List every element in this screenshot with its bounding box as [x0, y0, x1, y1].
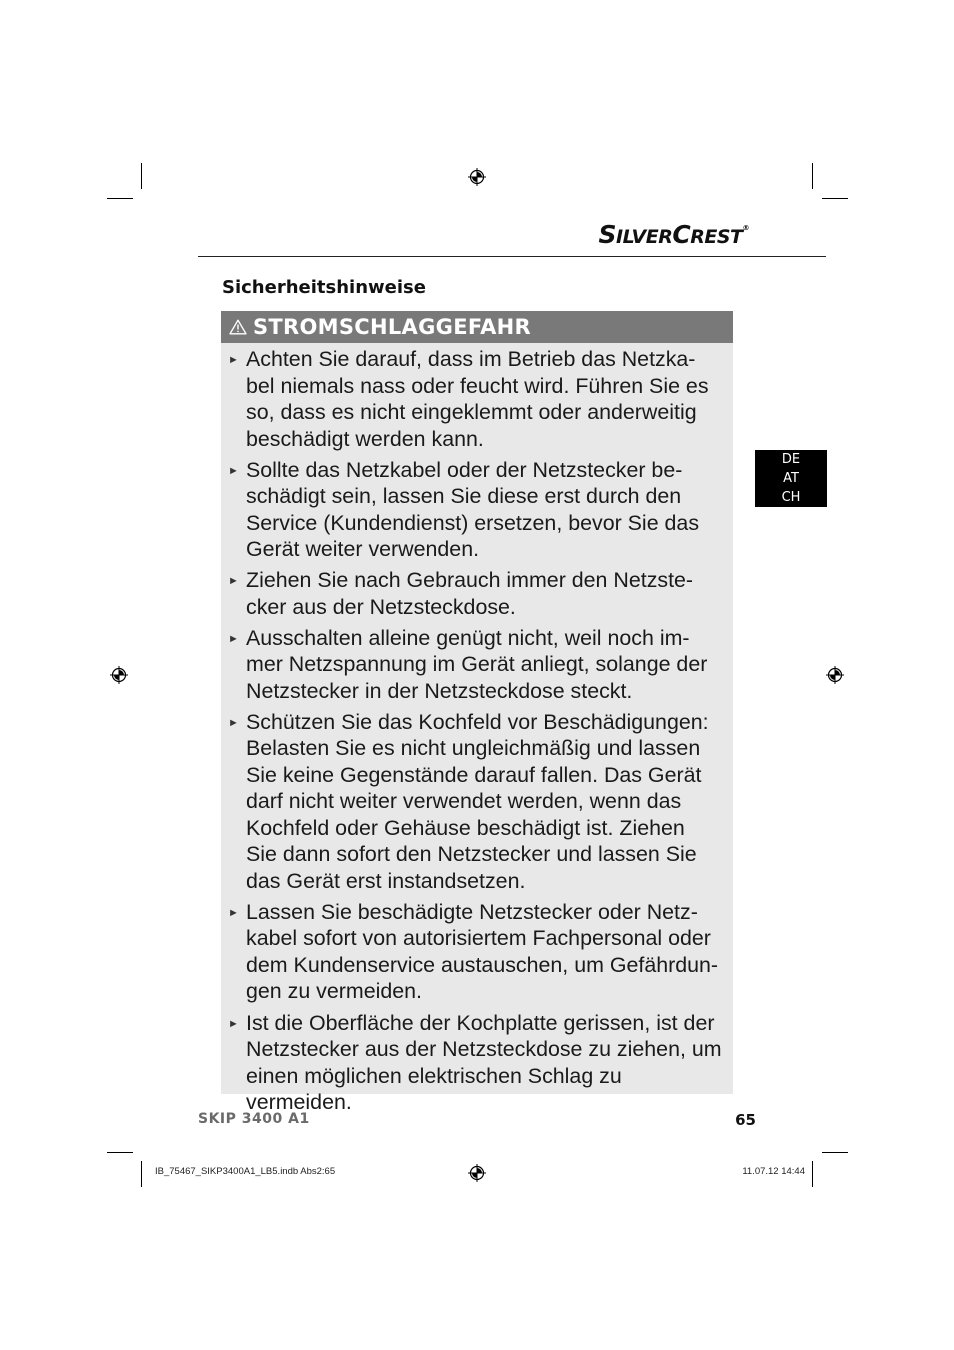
list-item-line: Achten Sie darauf, dass im Betrieb das Netzka- [246, 347, 696, 371]
list-item [221, 899, 733, 1005]
page-number: 65 [735, 1111, 756, 1129]
list-item-line: Sie dann sofort den Netzstecker und lassen Sie [246, 842, 697, 867]
crop-mark [812, 163, 813, 189]
list-item-line: schädigt sein, lassen Sie diese erst durch den [246, 484, 682, 509]
crop-mark [812, 1161, 813, 1187]
list-item-line: beschädigt werden kann. [246, 426, 484, 451]
crop-mark [107, 1152, 133, 1153]
warning-list [221, 346, 733, 1120]
list-item-line: einen möglichen elektrischen Schlag zu vermeiden. [246, 1063, 622, 1115]
language-code: AT [783, 471, 799, 486]
list-item [221, 567, 733, 620]
list-item-line: Belasten Sie es nicht ungleichmäßig und lassen [246, 736, 701, 761]
list-item-line: Lassen Sie beschädigte Netzstecker oder Netz- [246, 899, 698, 924]
list-item-line: Ziehen Sie nach Gebrauch immer den Netzste- [246, 568, 694, 593]
list-item-line: Sollte das Netzkabel oder der Netzstecker be- [246, 457, 683, 482]
crop-mark [141, 1161, 142, 1187]
list-item [221, 457, 733, 563]
crop-mark [822, 1152, 848, 1153]
arrow-bullet-icon: ► [228, 716, 239, 729]
arrow-bullet-icon: ► [228, 464, 239, 477]
registration-mark-icon [826, 666, 844, 684]
crop-mark [822, 198, 848, 199]
language-tab [755, 450, 827, 507]
warning-title: STROMSCHLAGGEFAHR [253, 315, 531, 339]
footer-model: SKIP 3400 A1 [198, 1111, 310, 1127]
brand-logo: SILVERCREST® [598, 220, 749, 249]
arrow-bullet-icon: ► [228, 1017, 239, 1030]
list-item-line: Schützen Sie das Kochfeld vor Beschädigungen: [246, 709, 709, 734]
header-divider [198, 256, 826, 257]
list-item-line: cker aus der Netzsteckdose. [246, 594, 516, 619]
registration-mark-icon [468, 1164, 486, 1182]
list-item-line: Service (Kundendienst) ersetzen, bevor Sie das [246, 510, 700, 535]
list-item-line: Netzstecker aus der Netzsteckdose zu ziehen, um [246, 1037, 722, 1062]
list-item-line: dem Kundenservice austauschen, um Gefährdun- [246, 952, 719, 977]
language-code: DE [781, 452, 801, 467]
warning-triangle-icon [229, 319, 247, 335]
list-item [221, 1010, 733, 1116]
list-item-line: Ist die Oberfläche der Kochplatte gerissen, ist der [246, 1010, 715, 1035]
list-item-line: gen zu vermeiden. [246, 979, 422, 1004]
list-item-line: so, dass es nicht eingeklemmt oder anderweitig [246, 400, 697, 424]
list-item-line: Sie keine Gegenstände darauf fallen. Das Gerät [246, 762, 702, 787]
list-item [221, 709, 733, 895]
arrow-bullet-icon: ► [228, 354, 239, 366]
list-item-line: Gerät weiter verwenden. [246, 537, 480, 562]
list-item-line: Ausschalten alleine genügt nicht, weil noch im- [246, 625, 690, 650]
list-item-line: Kochfeld oder Gehäuse beschädigt ist. Ziehen [246, 815, 685, 840]
list-item-line: das Gerät erst instandsetzen. [246, 868, 526, 893]
crop-mark [141, 163, 142, 189]
section-title: Sicherheitshinweise [222, 277, 426, 298]
list-item [221, 346, 733, 452]
list-item-line: kabel sofort von autorisiertem Fachpersonal oder [246, 926, 711, 951]
list-item-line: mer Netzspannung im Gerät anliegt, solange der [246, 652, 708, 677]
list-item [221, 625, 733, 705]
print-slug-date: 11.07.12 14:44 [742, 1166, 805, 1177]
list-item-line: bel niemals nass oder feucht wird. Führen Sie es [246, 373, 709, 398]
crop-mark [107, 198, 133, 199]
language-code: CH [781, 490, 801, 505]
registration-mark-icon [110, 666, 128, 684]
list-item-line: darf nicht weiter verwendet werden, wenn das [246, 789, 682, 814]
arrow-bullet-icon: ► [228, 906, 239, 919]
warning-header [221, 311, 733, 343]
registration-mark-icon [468, 168, 486, 186]
print-slug-file: IB_75467_SIKP3400A1_LB5.indb Abs2:65 [155, 1166, 336, 1177]
arrow-bullet-icon: ► [228, 575, 239, 588]
list-item-line: Netzstecker in der Netzsteckdose steckt. [246, 678, 633, 703]
arrow-bullet-icon: ► [228, 632, 239, 645]
